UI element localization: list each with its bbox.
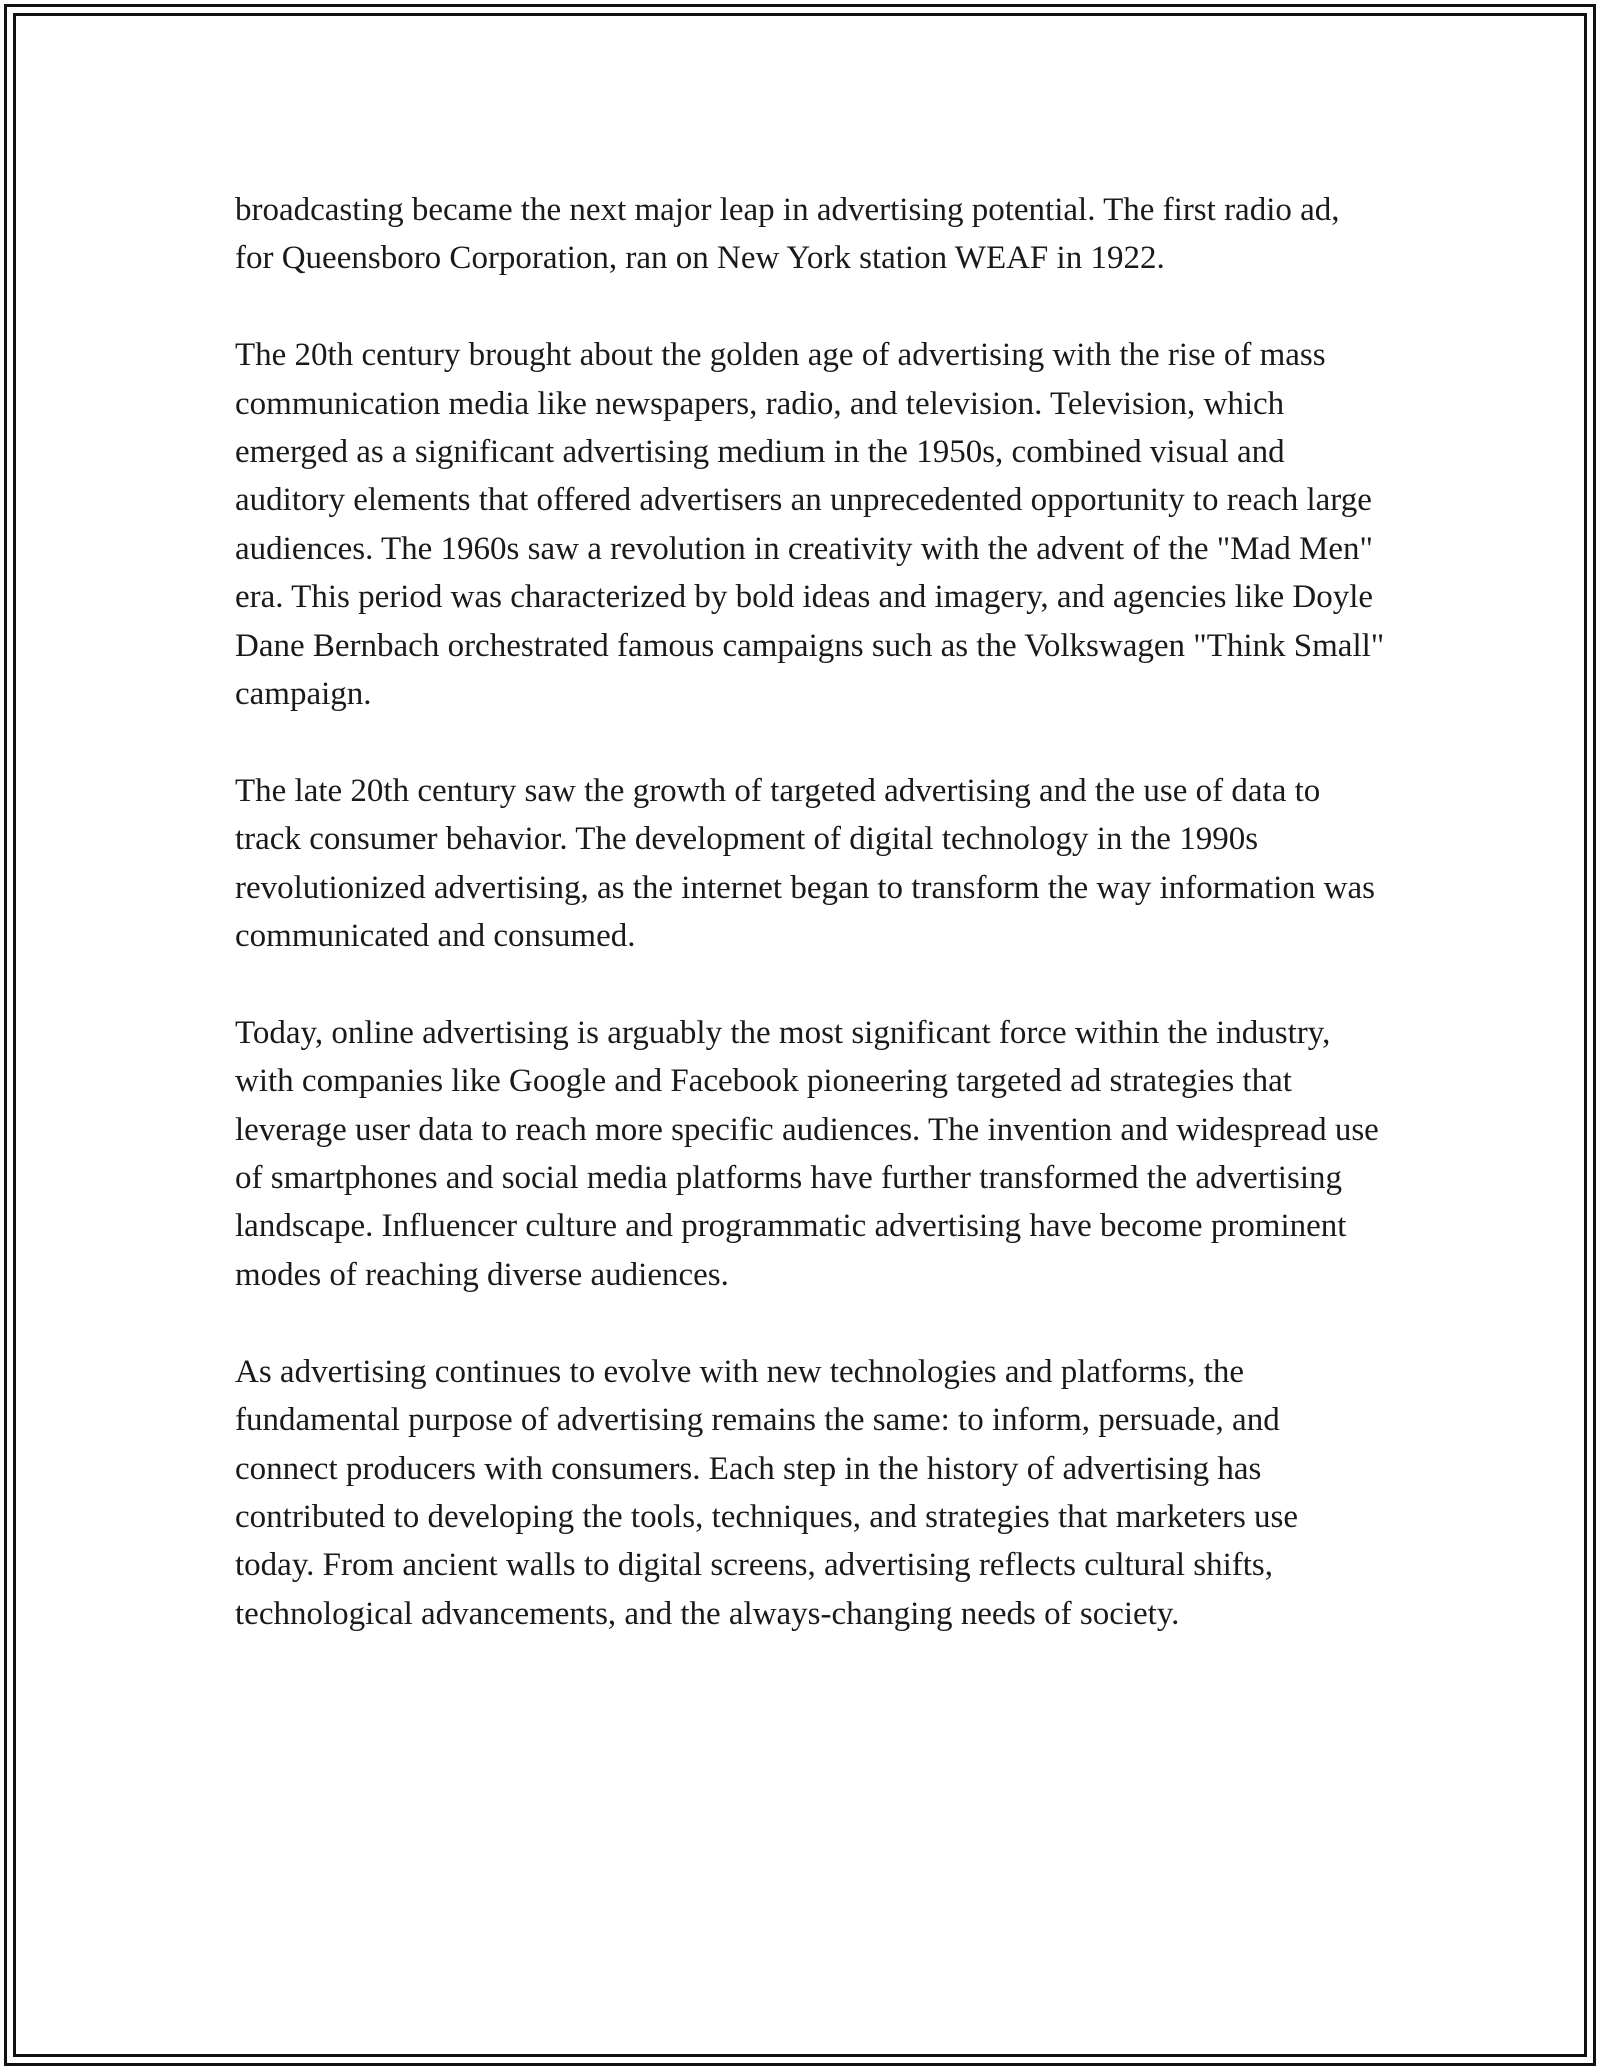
paragraph-online-advertising: Today, online advertising is arguably the most significant force within the industry, with companies like Google and Facebook pioneering targeted ad strategies that leverage user data to reach more specific audiences. The invention and widespread use of smartphones and social media platforms have further transformed the advertising landscape. Influencer culture and programmatic advertising have become prominent modes of reaching diverse audiences. xyxy=(235,1014,1379,1293)
document-body xyxy=(235,186,1385,1638)
paragraph-targeted-advertising: The late 20th century saw the growth of targeted advertising and the use of data to track consumer behavior. The development of digital technology in the 1990s revolutionized advertising, as the internet began to transform the way information was communicated and consumed. xyxy=(235,772,1375,955)
paragraph-radio-advertising: broadcasting became the next major leap in advertising potential. The first radio ad, for Queensboro Corporation, ran on New York station WEAF in 1922. xyxy=(235,192,1340,277)
paragraph-conclusion: As advertising continues to evolve with new technologies and platforms, the fundamental purpose of advertising remains the same: to inform, persuade, and connect producers with consumers. Each step in the history of advertising has contributed to developing the tools, techniques, and strategies that marketers use today. From ancient walls to digital screens, advertising reflects cultural shifts, technological advancements, and the always-changing needs of society. xyxy=(235,1353,1299,1632)
paragraph-golden-age: The 20th century brought about the golden age of advertising with the rise of mass communication media like newspapers, radio, and television. Television, which emerged as a significant advertising medium in the 1950s, combined visual and auditory elements that offered advertisers an unprecedented opportunity to reach large audiences. The 1960s saw a revolution in creativity with the advent of the "Mad Men" era. This period was characterized by bold ideas and imagery, and agencies like Doyle Dane Bernbach orchestrated famous campaigns such as the Volkswagen "Think Small" campaign. xyxy=(235,337,1385,713)
